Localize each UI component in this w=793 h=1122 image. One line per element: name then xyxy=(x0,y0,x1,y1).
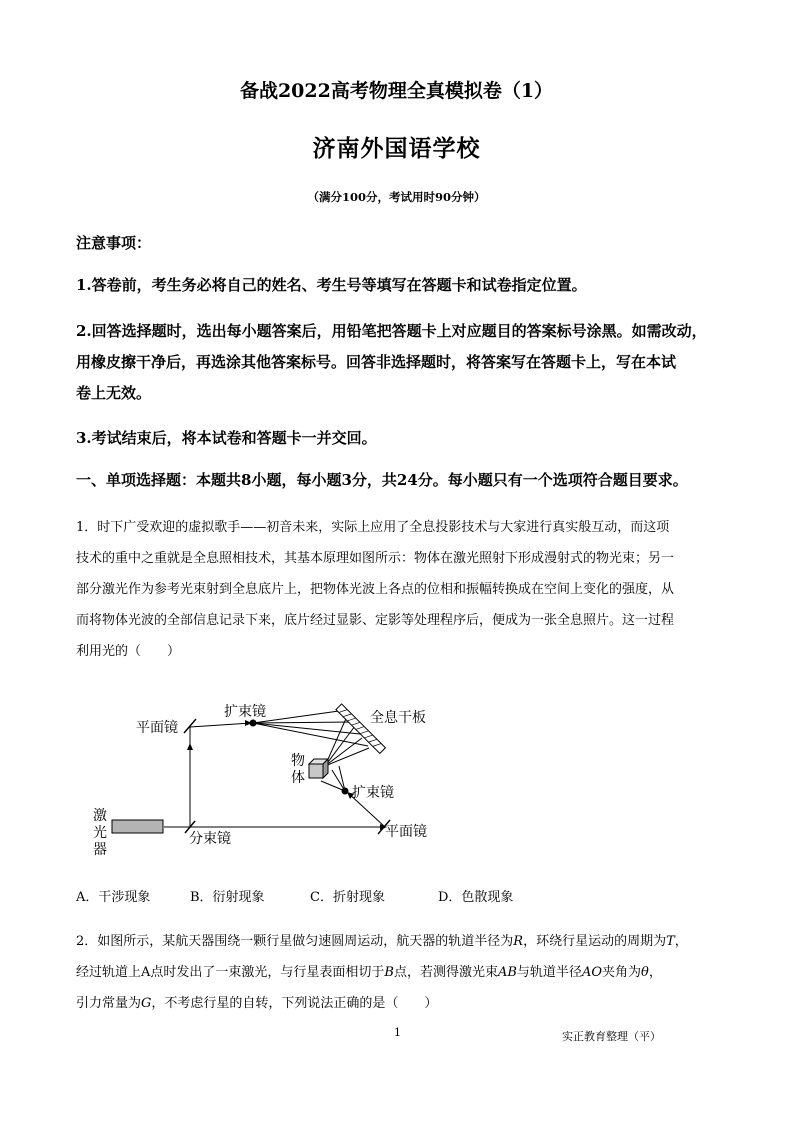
q2-var-g: G xyxy=(141,996,152,1011)
holography-diagram xyxy=(88,690,448,865)
q2-l2-text-b: 点，若测得激光束 xyxy=(393,965,498,980)
notice-item-2-line-1: 2.回答选择题时，选出每小题答案后，用铅笔把答题卡上对应题目的答案标号涂黑。如需改动， xyxy=(76,322,707,340)
notice-item-1: 1.答卷前，考生务必将自己的姓名、考生号等填写在答题卡和试卷指定位置。 xyxy=(76,276,587,294)
question-1-line-5: 利用光的（ ） xyxy=(76,644,181,659)
question-1-line-3: 部分激光作为参考光束射到全息底片上，把物体光波上各点的位相和振幅转换成在空间上变化的强度，从 xyxy=(76,582,675,597)
page-number: 1 xyxy=(394,1026,401,1039)
bottom-expander-lens xyxy=(342,788,349,795)
label-laser-1: 激 xyxy=(93,808,107,824)
label-object-2: 体 xyxy=(291,770,305,786)
q2-l2-text-e: ， xyxy=(648,965,662,980)
option-d[interactable]: D．色散现象 xyxy=(438,890,514,905)
laser-body xyxy=(112,820,163,833)
question-1-line-1: 1．时下广受欢迎的虚拟歌手——初音未来，实际上应用了全息投影技术与大家进行真实般互动，而这项 xyxy=(76,520,670,535)
section-heading: 一、单项选择题：本题共8小题，每小题3分，共24分。每小题只有一个选项符合题目要求。 xyxy=(76,471,688,489)
label-object-1: 物 xyxy=(291,753,305,769)
beam-top-mirror-to-expander xyxy=(190,723,251,727)
ref-ray-2 xyxy=(253,722,353,723)
q2-var-r: R xyxy=(513,934,524,949)
q2-l3-text-b: ，不考虑行星的自转，下列说法正确的是（ ） xyxy=(151,996,438,1011)
label-laser-3: 器 xyxy=(93,842,107,858)
exam-subtitle: （满分100分，考试用时90分钟） xyxy=(307,190,486,204)
obj-ray-3 xyxy=(325,738,362,766)
q2-var-ao: AO xyxy=(581,965,602,980)
option-a[interactable]: A．干涉现象 xyxy=(76,890,151,905)
q2-l1-text-a: 2．如图所示，某航天器围绕一颗行星做匀速圆周运动，航天器的轨道半径为 xyxy=(76,934,514,949)
notice-item-2-line-2: 用橡皮擦干净后，再选涂其他答案标号。回答非选择题时，将答案写在答题卡上，写在本试 xyxy=(76,353,677,371)
question-1-line-2: 技术的重中之重就是全息照相技术，其基本原理如图所示：物体在激光照射下形成漫射式的物光束；另一 xyxy=(76,551,675,566)
label-expander-bottom: 扩束镜 xyxy=(352,785,394,801)
notice-heading: 注意事项： xyxy=(76,234,152,252)
notice-item-3: 3.考试结束后，将本试卷和答题卡一并交回。 xyxy=(76,429,377,447)
option-b[interactable]: B．衍射现象 xyxy=(190,890,265,905)
q2-l2-text-c: 与轨道半径 xyxy=(516,965,582,980)
option-c[interactable]: C．折射现象 xyxy=(310,890,385,905)
q2-l1-text-c: ， xyxy=(674,934,688,949)
label-beam-splitter: 分束镜 xyxy=(189,831,231,847)
illum-ray-3 xyxy=(339,766,345,791)
q2-var-ab: AB xyxy=(497,965,517,980)
label-plane-mirror-top: 平面镜 xyxy=(136,720,178,736)
exam-title: 备战2022高考物理全真模拟卷（1） xyxy=(239,80,554,102)
top-expander-lens xyxy=(250,720,257,727)
ref-ray-4 xyxy=(253,723,368,746)
ref-ray-3 xyxy=(253,723,360,734)
q2-l1-text-b: ，环绕行星运动的周期为 xyxy=(523,934,667,949)
question-2-line-2 xyxy=(76,961,662,980)
q2-l2-text-d: 夹角为 xyxy=(601,965,641,980)
label-laser-2: 光 xyxy=(93,825,107,841)
question-1-line-4: 而将物体光波的全部信息记录下来，底片经过显影、定影等处理程序后，便成为一张全息照片。这一过程 xyxy=(76,613,675,628)
q2-var-t: T xyxy=(666,934,675,949)
question-2-line-1 xyxy=(76,930,688,949)
q2-var-b: B xyxy=(384,965,394,980)
school-name: 济南外国语学校 xyxy=(312,135,481,162)
q2-l2-text-a: 经过轨道上A点时发出了一束激光，与行星表面相切于 xyxy=(76,965,385,980)
object-cube xyxy=(309,759,328,778)
label-plane-mirror-bottom: 平面镜 xyxy=(385,824,427,840)
q2-l3-text-a: 引力常量为 xyxy=(76,996,142,1011)
label-expander-top: 扩束镜 xyxy=(224,704,266,720)
notice-item-2-line-3: 卷上无效。 xyxy=(76,384,152,402)
ref-ray-1 xyxy=(253,710,346,723)
footer-organizer: 实正教育整理（平） xyxy=(562,1030,661,1043)
label-holo-plate: 全息干板 xyxy=(370,710,426,726)
q2-var-theta: θ xyxy=(641,965,649,980)
arrow-up-beam xyxy=(187,743,193,750)
question-2-line-3 xyxy=(76,992,437,1011)
question-1-options xyxy=(76,886,513,905)
